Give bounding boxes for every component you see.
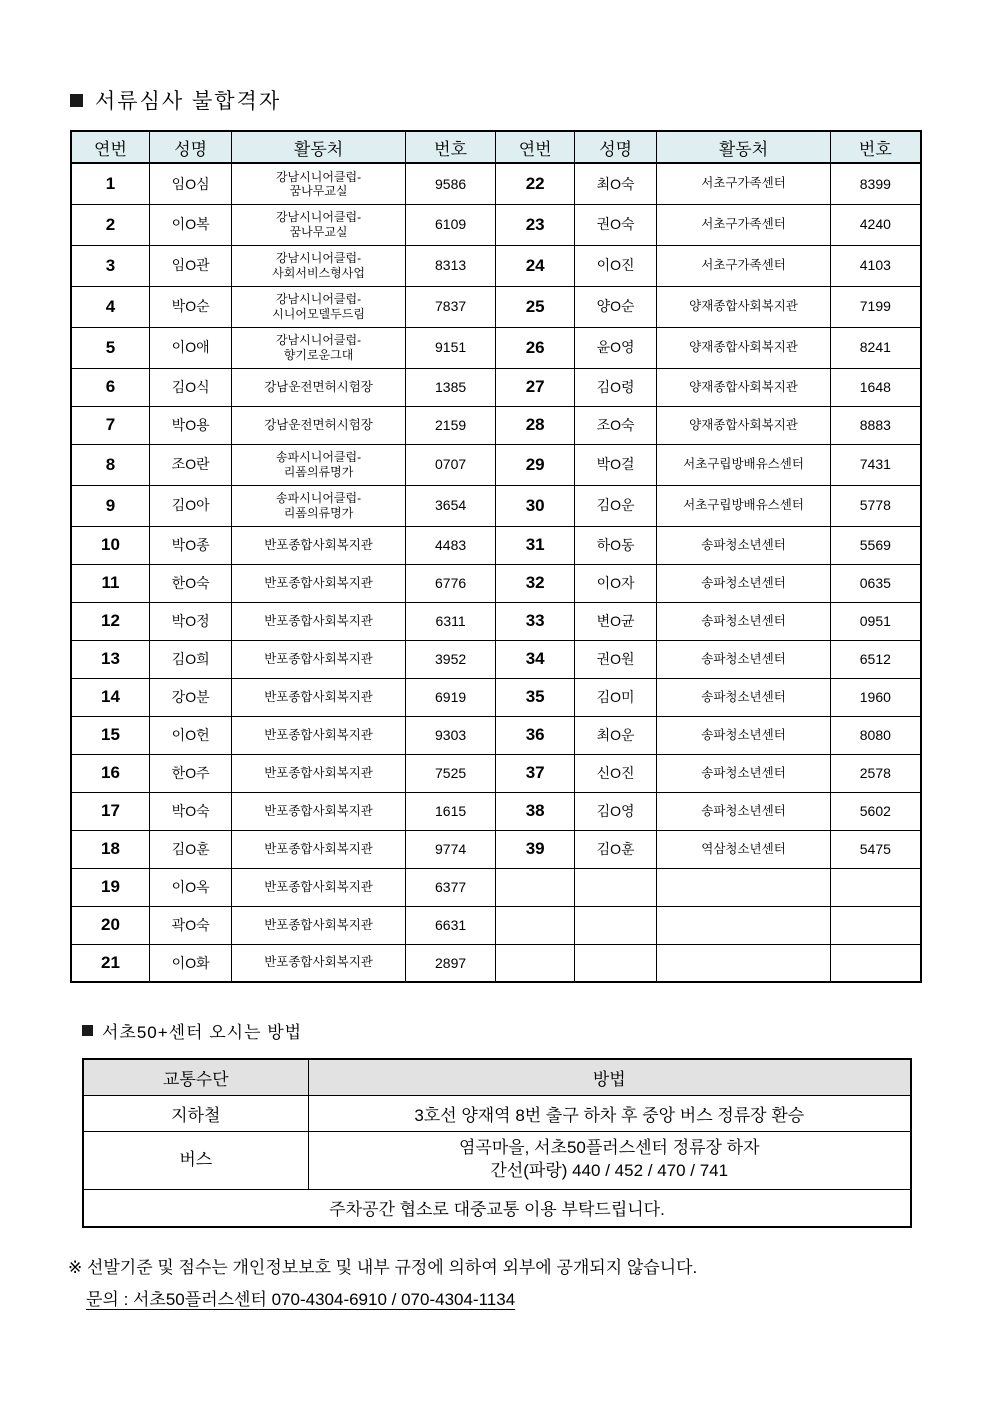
cell-org-left: 강남시니어클럽- 시니어모델두드림: [232, 286, 405, 327]
cell-no-left: 18: [71, 830, 149, 868]
transit-method-cell: 염곡마을, 서초50플러스센터 정류장 하자 간선(파랑) 440 / 452 / 470 / 741: [308, 1131, 911, 1189]
cell-no-right: 30: [496, 485, 574, 526]
cell-name-right: 김O영: [574, 792, 657, 830]
cell-name-right: [574, 906, 657, 944]
cell-org-right: 서초구립방배유스센터: [657, 444, 830, 485]
cell-name-left: 강O분: [149, 678, 232, 716]
cell-num-left: 9774: [405, 830, 496, 868]
applicants-heading-label: 서류심사 불합격자: [95, 90, 282, 113]
cell-org-left: 반포종합사회복지관: [232, 678, 405, 716]
cell-org-left: 반포종합사회복지관: [232, 868, 405, 906]
applicants-table-header: [71, 131, 921, 163]
cell-num-right: 7431: [830, 444, 921, 485]
cell-name-right: 신O진: [574, 754, 657, 792]
cell-org-left: 강남시니어클럽- 꿈나무교실: [232, 163, 405, 204]
cell-org-right: 송파청소년센터: [657, 792, 830, 830]
cell-no-right: 38: [496, 792, 574, 830]
cell-name-right: 김O미: [574, 678, 657, 716]
cell-org-left: 송파시니어클럽- 리폼의류명가: [232, 485, 405, 526]
footnote-disclaimer: ※ 선발기준 및 점수는 개인정보보호 및 내부 규정에 의하여 외부에 공개되지 않습니다.: [68, 1258, 698, 1277]
table-row: [71, 245, 921, 286]
cell-no-right: 31: [496, 526, 574, 564]
cell-name-left: 한O숙: [149, 564, 232, 602]
cell-num-left: 9303: [405, 716, 496, 754]
cell-name-right: 김O훈: [574, 830, 657, 868]
cell-name-right: 권O원: [574, 640, 657, 678]
col-header-org-left: 활동처: [232, 131, 405, 163]
cell-name-right: 이O진: [574, 245, 657, 286]
cell-no-right: [496, 868, 574, 906]
cell-no-right: 33: [496, 602, 574, 640]
cell-num-right: 5602: [830, 792, 921, 830]
table-row: [71, 368, 921, 406]
cell-num-left: 3654: [405, 485, 496, 526]
col-header-no-left: 연번: [71, 131, 149, 163]
table-row: [71, 640, 921, 678]
cell-org-right: 서초구가족센터: [657, 204, 830, 245]
cell-org-left: 송파시니어클럽- 리폼의류명가: [232, 444, 405, 485]
cell-name-right: 권O숙: [574, 204, 657, 245]
square-bullet-icon: [82, 1025, 93, 1036]
cell-num-left: 6776: [405, 564, 496, 602]
cell-num-left: 6631: [405, 906, 496, 944]
cell-no-left: 9: [71, 485, 149, 526]
cell-num-right: 0951: [830, 602, 921, 640]
cell-org-left: 반포종합사회복지관: [232, 754, 405, 792]
footnote-contact-text: 문의 : 서초50플러스센터 070-4304-6910 / 070-4304-1134: [86, 1290, 516, 1310]
transit-table-body: [83, 1095, 911, 1227]
cell-num-left: 0707: [405, 444, 496, 485]
cell-name-right: 김O령: [574, 368, 657, 406]
cell-name-left: 이O복: [149, 204, 232, 245]
cell-no-left: 12: [71, 602, 149, 640]
table-row: [71, 678, 921, 716]
cell-no-right: [496, 944, 574, 982]
table-row: [71, 286, 921, 327]
cell-org-right: 양재종합사회복지관: [657, 327, 830, 368]
cell-no-left: 17: [71, 792, 149, 830]
transit-note-row: [83, 1189, 911, 1227]
transit-note-cell: 주차공간 협소로 대중교통 이용 부탁드립니다.: [83, 1189, 911, 1227]
cell-org-right: 송파청소년센터: [657, 716, 830, 754]
cell-num-left: 8313: [405, 245, 496, 286]
cell-org-left: 반포종합사회복지관: [232, 830, 405, 868]
cell-num-left: 2897: [405, 944, 496, 982]
cell-no-left: 10: [71, 526, 149, 564]
transit-row: [83, 1095, 911, 1131]
cell-org-left: 반포종합사회복지관: [232, 792, 405, 830]
col-header-method: 방법: [308, 1059, 911, 1095]
cell-org-right: [657, 944, 830, 982]
transit-table-header: [83, 1059, 911, 1095]
cell-no-right: 37: [496, 754, 574, 792]
footnote-contact: [68, 1284, 938, 1316]
cell-no-right: [496, 906, 574, 944]
cell-org-right: [657, 906, 830, 944]
cell-num-right: 8883: [830, 406, 921, 444]
cell-num-right: 6512: [830, 640, 921, 678]
cell-num-left: 6377: [405, 868, 496, 906]
cell-no-left: 21: [71, 944, 149, 982]
cell-org-left: 강남시니어클럽- 사회서비스형사업: [232, 245, 405, 286]
cell-num-right: [830, 944, 921, 982]
table-header-row: [71, 131, 921, 163]
transit-section-heading: [82, 1018, 302, 1043]
cell-name-right: [574, 868, 657, 906]
cell-no-left: 6: [71, 368, 149, 406]
cell-no-left: 13: [71, 640, 149, 678]
cell-num-left: 2159: [405, 406, 496, 444]
cell-name-left: 김O식: [149, 368, 232, 406]
table-row: [71, 602, 921, 640]
cell-no-left: 7: [71, 406, 149, 444]
cell-name-right: 박O걸: [574, 444, 657, 485]
cell-name-right: 조O숙: [574, 406, 657, 444]
cell-num-right: 8399: [830, 163, 921, 204]
cell-name-right: 변O균: [574, 602, 657, 640]
cell-no-right: 39: [496, 830, 574, 868]
cell-num-left: 7837: [405, 286, 496, 327]
cell-num-left: 1615: [405, 792, 496, 830]
cell-no-right: 24: [496, 245, 574, 286]
cell-org-right: 양재종합사회복지관: [657, 286, 830, 327]
table-row: [71, 868, 921, 906]
cell-no-left: 11: [71, 564, 149, 602]
cell-num-right: 5778: [830, 485, 921, 526]
square-bullet-icon: [70, 94, 83, 107]
transit-mode-cell: 지하철: [83, 1095, 308, 1131]
cell-org-left: 반포종합사회복지관: [232, 716, 405, 754]
table-row: [71, 944, 921, 982]
cell-num-left: 7525: [405, 754, 496, 792]
table-row: [71, 163, 921, 204]
table-row: [71, 406, 921, 444]
table-row: [71, 485, 921, 526]
cell-num-right: [830, 906, 921, 944]
cell-name-left: 김O훈: [149, 830, 232, 868]
cell-org-left: 강남시니어클럽- 꿈나무교실: [232, 204, 405, 245]
footnotes: [68, 1252, 938, 1317]
cell-name-right: 최O운: [574, 716, 657, 754]
cell-no-left: 5: [71, 327, 149, 368]
cell-no-right: 26: [496, 327, 574, 368]
table-row: [71, 754, 921, 792]
cell-name-right: 양O순: [574, 286, 657, 327]
cell-name-left: 김O아: [149, 485, 232, 526]
col-header-mode: 교통수단: [83, 1059, 308, 1095]
cell-num-right: 4103: [830, 245, 921, 286]
col-header-num-right: 번호: [830, 131, 921, 163]
cell-no-left: 16: [71, 754, 149, 792]
cell-num-left: 6919: [405, 678, 496, 716]
cell-org-left: 강남운전면허시험장: [232, 406, 405, 444]
cell-name-left: 조O란: [149, 444, 232, 485]
cell-num-left: 4483: [405, 526, 496, 564]
cell-name-right: 윤O영: [574, 327, 657, 368]
cell-org-left: 강남시니어클럽- 향기로운그대: [232, 327, 405, 368]
cell-org-right: 서초구가족센터: [657, 163, 830, 204]
cell-num-right: 5569: [830, 526, 921, 564]
cell-org-left: 반포종합사회복지관: [232, 640, 405, 678]
table-row: [71, 526, 921, 564]
cell-num-left: 3952: [405, 640, 496, 678]
cell-org-left: 반포종합사회복지관: [232, 944, 405, 982]
applicants-table: [70, 130, 922, 983]
cell-name-left: 임O심: [149, 163, 232, 204]
cell-org-right: [657, 868, 830, 906]
cell-num-right: 8241: [830, 327, 921, 368]
cell-name-right: 하O동: [574, 526, 657, 564]
cell-no-right: 25: [496, 286, 574, 327]
table-row: [71, 204, 921, 245]
cell-org-right: 서초구가족센터: [657, 245, 830, 286]
col-header-org-right: 활동처: [657, 131, 830, 163]
cell-name-left: 박O숙: [149, 792, 232, 830]
cell-no-left: 3: [71, 245, 149, 286]
cell-num-left: 9151: [405, 327, 496, 368]
cell-num-left: 6311: [405, 602, 496, 640]
cell-org-right: 송파청소년센터: [657, 564, 830, 602]
applicants-table-body: [71, 163, 921, 982]
cell-num-right: 4240: [830, 204, 921, 245]
cell-name-left: 이O화: [149, 944, 232, 982]
cell-name-left: 이O옥: [149, 868, 232, 906]
cell-org-left: 강남운전면허시험장: [232, 368, 405, 406]
table-row: [71, 830, 921, 868]
cell-name-left: 박O순: [149, 286, 232, 327]
cell-org-right: 송파청소년센터: [657, 602, 830, 640]
cell-org-right: 서초구립방배유스센터: [657, 485, 830, 526]
cell-name-left: 한O주: [149, 754, 232, 792]
cell-no-right: 36: [496, 716, 574, 754]
cell-name-right: [574, 944, 657, 982]
col-header-name-left: 성명: [149, 131, 232, 163]
cell-num-right: 5475: [830, 830, 921, 868]
applicants-section-heading: [70, 85, 281, 115]
transit-heading-label: 서초50+센터 오시는 방법: [102, 1023, 303, 1042]
cell-no-right: 28: [496, 406, 574, 444]
cell-name-left: 박O정: [149, 602, 232, 640]
cell-no-right: 22: [496, 163, 574, 204]
cell-no-left: 4: [71, 286, 149, 327]
cell-name-left: 김O희: [149, 640, 232, 678]
cell-no-left: 1: [71, 163, 149, 204]
cell-org-left: 반포종합사회복지관: [232, 564, 405, 602]
cell-name-left: 곽O숙: [149, 906, 232, 944]
col-header-no-right: 연번: [496, 131, 574, 163]
cell-no-right: 35: [496, 678, 574, 716]
cell-name-left: 이O헌: [149, 716, 232, 754]
cell-org-right: 송파청소년센터: [657, 526, 830, 564]
table-row: [71, 906, 921, 944]
cell-num-right: 2578: [830, 754, 921, 792]
cell-name-left: 박O종: [149, 526, 232, 564]
transit-method-cell: 3호선 양재역 8번 출구 하차 후 중앙 버스 정류장 환승: [308, 1095, 911, 1131]
cell-org-right: 송파청소년센터: [657, 754, 830, 792]
cell-no-left: 2: [71, 204, 149, 245]
cell-no-right: 23: [496, 204, 574, 245]
cell-org-left: 반포종합사회복지관: [232, 602, 405, 640]
cell-name-left: 박O용: [149, 406, 232, 444]
cell-name-right: 최O숙: [574, 163, 657, 204]
cell-org-left: 반포종합사회복지관: [232, 906, 405, 944]
cell-num-left: 6109: [405, 204, 496, 245]
cell-org-left: 반포종합사회복지관: [232, 526, 405, 564]
col-header-num-left: 번호: [405, 131, 496, 163]
cell-no-right: 29: [496, 444, 574, 485]
cell-no-right: 34: [496, 640, 574, 678]
cell-no-left: 15: [71, 716, 149, 754]
table-row: [71, 716, 921, 754]
transit-mode-cell: 버스: [83, 1131, 308, 1189]
cell-name-left: 이O애: [149, 327, 232, 368]
cell-num-left: 1385: [405, 368, 496, 406]
table-row: [71, 327, 921, 368]
cell-num-right: 7199: [830, 286, 921, 327]
cell-num-right: [830, 868, 921, 906]
cell-org-right: 송파청소년센터: [657, 640, 830, 678]
transit-row: [83, 1131, 911, 1189]
transit-table: [82, 1058, 912, 1228]
cell-org-right: 송파청소년센터: [657, 678, 830, 716]
cell-no-left: 20: [71, 906, 149, 944]
cell-no-right: 27: [496, 368, 574, 406]
cell-no-left: 14: [71, 678, 149, 716]
table-header-row: [83, 1059, 911, 1095]
cell-name-left: 임O관: [149, 245, 232, 286]
cell-name-right: 김O운: [574, 485, 657, 526]
cell-num-right: 1960: [830, 678, 921, 716]
table-row: [71, 444, 921, 485]
cell-org-right: 양재종합사회복지관: [657, 406, 830, 444]
cell-num-right: 1648: [830, 368, 921, 406]
col-header-name-right: 성명: [574, 131, 657, 163]
cell-name-right: 이O자: [574, 564, 657, 602]
cell-num-left: 9586: [405, 163, 496, 204]
cell-no-right: 32: [496, 564, 574, 602]
cell-org-right: 양재종합사회복지관: [657, 368, 830, 406]
table-row: [71, 792, 921, 830]
table-row: [71, 564, 921, 602]
cell-org-right: 역삼청소년센터: [657, 830, 830, 868]
cell-num-right: 0635: [830, 564, 921, 602]
cell-no-left: 8: [71, 444, 149, 485]
cell-no-left: 19: [71, 868, 149, 906]
cell-num-right: 8080: [830, 716, 921, 754]
